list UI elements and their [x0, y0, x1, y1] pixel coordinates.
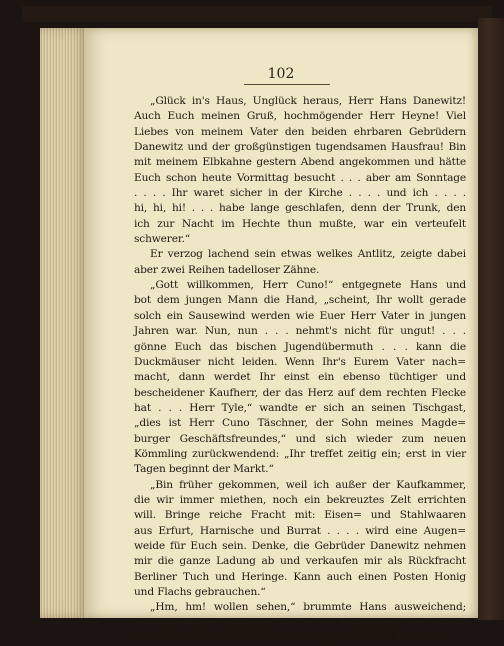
page-edges: [40, 28, 88, 618]
text-line: weide für Euch sein. Denke, die Gebrüder Danewitz nehmen: [134, 539, 466, 552]
text-line: als fürsichtiger Kaufmann war er bei Erwähnung der bevor=: [134, 616, 466, 629]
paragraph: [134, 478, 466, 601]
body-text: [134, 94, 466, 646]
page-number: 102: [267, 66, 295, 82]
text-line: will. Bringe reiche Fracht mit: Eisen= und Stahlwaaren: [134, 509, 466, 522]
text-line: bescheidener Kaufherr, der das Herz auf dem rechten Flecke: [134, 386, 466, 399]
text-line: und Flachs gebrauchen.“: [134, 586, 266, 598]
text-line: „Bin früher gekommen, weil ich außer der Kaufkammer,: [150, 478, 466, 491]
text-line: Berliner Tuch und Heringe. Kann auch einen Posten Honig: [134, 570, 466, 583]
text-line: aber zwei Reihen tadelloser Zähne.: [134, 263, 320, 276]
book-cover-edge: [478, 18, 504, 620]
text-line: „dies ist Herr Cuno Täschner, der Sohn meines Magde=: [134, 417, 466, 430]
text-line: Danewitz und der großgünstigen tugendsamen Hausfrau! Bin: [134, 141, 466, 154]
text-line: hat . . . Herr Tyle,“ wandte er sich an seinen Tischgast,: [134, 401, 466, 414]
text-line: Euch schon heute Vormittag besucht . . . aber am Sonntage: [134, 171, 466, 184]
text-line: die wir immer miethen, noch ein bekreuztes Zelt errichten: [134, 493, 466, 506]
text-line: ich zur Nacht im Hechte thun mußte, war ein verteufelt: [134, 217, 466, 230]
text-line: Duckmäuser nicht leiden. Wenn Ihr's Eurem Vater nach=: [134, 355, 466, 368]
text-line: „Hm, hm! wollen sehen,“ brummte Hans ausweichend;: [150, 601, 466, 614]
text-line: solch ein Sausewind werden wie Euer Herr Vater in jungen: [134, 309, 466, 322]
book-page: [84, 28, 478, 645]
text-line: Liebes von meinem Vater den beiden ehrbaren Gebrüdern: [134, 125, 466, 138]
page-number-rule: [244, 84, 330, 85]
text-line: gönne Euch das bischen Jugendübermuth . . . kann die: [134, 340, 466, 353]
text-line: bot dem jungen Mann die Hand, „scheint, Ihr wollt gerade: [134, 294, 466, 307]
text-line: aus Erfurt, Harnische und Burrat . . . . wird eine Augen=: [134, 524, 466, 537]
text-line: mit meinem Elbkahne gestern Abend angekommen und hätte: [134, 156, 466, 169]
text-line: . . . . Ihr waret sicher in der Kirche . . . . und ich . . . .: [134, 187, 466, 200]
paragraph: [134, 247, 466, 278]
book-binding: [22, 6, 492, 22]
paragraph: [134, 600, 466, 646]
text-line: schwerer.“: [134, 233, 191, 246]
text-line: Er verzog lachend sein etwas welkes Antlitz, zeigte dabei: [150, 248, 466, 261]
text-line: mir die ganze Ladung ab und verkaufen mir als Rückfracht: [134, 555, 466, 568]
paragraph: [134, 94, 466, 247]
text-line: Jahren war. Nun, nun . . . nehmt's nicht für ungut! . . .: [134, 325, 466, 338]
text-line: stehenden Geschäfte sofort nüchtern geworden. „Heute ist: [134, 632, 444, 645]
text-line: macht, dann werdet Ihr einst ein ebenso tüchtiger und: [134, 371, 466, 384]
text-line: Tagen beginnt der Markt.“: [134, 463, 274, 476]
text-line: „Gott willkommen, Herr Cuno!“ entgegnete Hans und: [150, 279, 466, 292]
text-line: Auch Euch meinen Gruß, hochmögender Herr Heyne! Viel: [134, 110, 466, 123]
text-line: „Glück in's Haus, Unglück heraus, Herr Hans Danewitz!: [150, 95, 466, 107]
paragraph: [134, 278, 466, 477]
text-line: burger Geschäftsfreundes,“ und sich wieder zum neuen: [134, 432, 466, 445]
text-line: hi, hi, hi! . . . habe lange geschlafen, denn der Trunk, den: [134, 202, 466, 215]
text-line: Kömmling zurückwendend: „Ihr treffet zeitig ein; erst in vier: [134, 447, 466, 460]
